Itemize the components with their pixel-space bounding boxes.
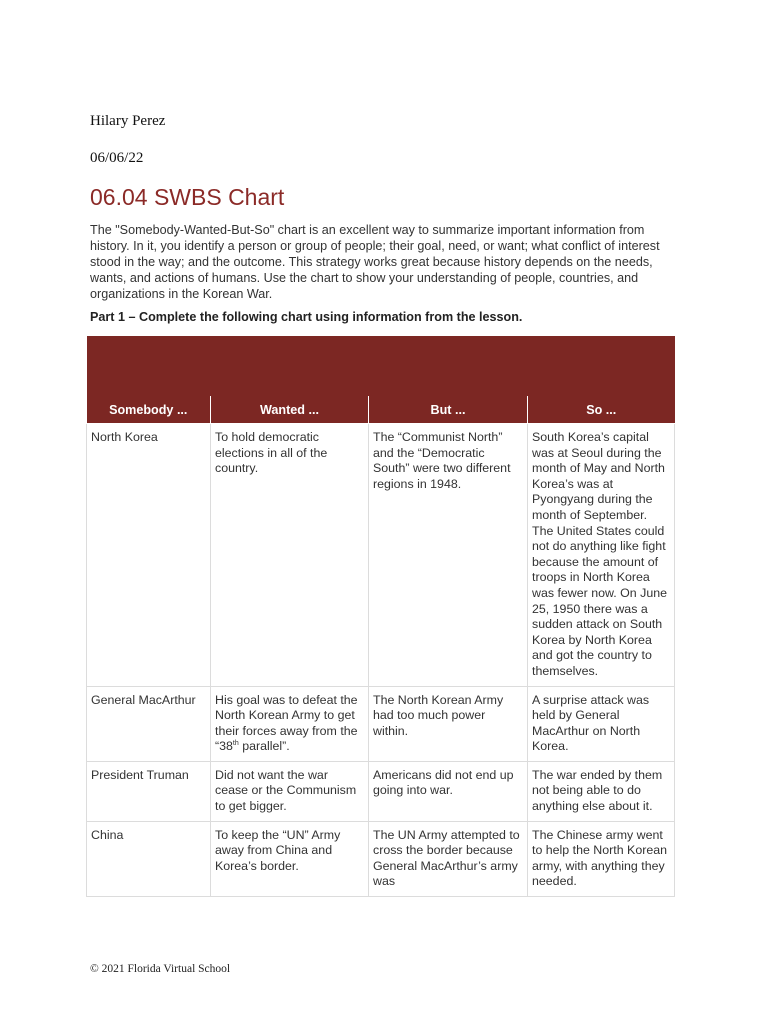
cell-so: The war ended by them not being able to do anything else about it. [528, 761, 675, 821]
table-banner [87, 336, 675, 396]
cell-wanted: To keep the “UN” Army away from China and Korea’s border. [211, 821, 369, 896]
cell-somebody: China [87, 821, 211, 896]
header-so: So ... [528, 396, 675, 424]
document-date: 06/06/22 [90, 150, 144, 166]
cell-but: The UN Army attempted to cross the border because General MacArthur’s army was [369, 821, 528, 896]
part-heading: Part 1 – Complete the following chart using information from the lesson. [90, 310, 523, 324]
wanted-text-end: parallel”. [238, 739, 290, 754]
table-row [87, 821, 675, 896]
page-title: 06.04 SWBS Chart [90, 184, 285, 210]
cell-somebody: North Korea [87, 424, 211, 687]
cell-wanted: Did not want the war cease or the Communism to get bigger. [211, 761, 369, 821]
table-header-row [87, 396, 675, 424]
intro-paragraph: The "Somebody-Wanted-But-So" chart is an excellent way to summarize important information from history. In it, you identify a person or group of people; their goal, need, or want; what conflict of interest stood in the way; and the outcome. This strategy works great because history depends on the needs, wants, and actions of humans. Use the chart to show your understanding of people, countries, and organizations in the Korean War. [90, 223, 660, 301]
swbs-chart-table [86, 336, 675, 897]
header-somebody: Somebody ... [87, 396, 211, 424]
cell-but: The “Communist North” and the “Democratic South” were two different regions in 1948. [369, 424, 528, 687]
cell-wanted [211, 686, 369, 761]
copyright-footer: © 2021 Florida Virtual School [90, 963, 231, 975]
wanted-text: His goal was to defeat the North Korean Army to get their forces away from the “38 [215, 692, 358, 754]
table-row [87, 424, 675, 687]
table-row [87, 686, 675, 761]
cell-but: The North Korean Army had too much power within. [369, 686, 528, 761]
header-but: But ... [369, 396, 528, 424]
author-name: Hilary Perez [90, 113, 166, 129]
ordinal-suffix: th [232, 740, 239, 748]
cell-so: A surprise attack was held by General MacArthur on North Korea. [528, 686, 675, 761]
table-row [87, 761, 675, 821]
cell-wanted: To hold democratic elections in all of the country. [211, 424, 369, 687]
cell-but: Americans did not end up going into war. [369, 761, 528, 821]
cell-so: The Chinese army went to help the North Korean army, with anything they needed. [528, 821, 675, 896]
cell-so: South Korea’s capital was at Seoul during the month of May and North Korea’s was at Pyongyang during the month of September. The United States could not do anything like fight because the amount of troops in North Korea was fewer now. On June 25, 1950 there was a sudden attack on South Korea by North Korea and got the country to themselves. [528, 424, 675, 687]
cell-somebody: General MacArthur [87, 686, 211, 761]
header-wanted: Wanted ... [211, 396, 369, 424]
cell-somebody: President Truman [87, 761, 211, 821]
